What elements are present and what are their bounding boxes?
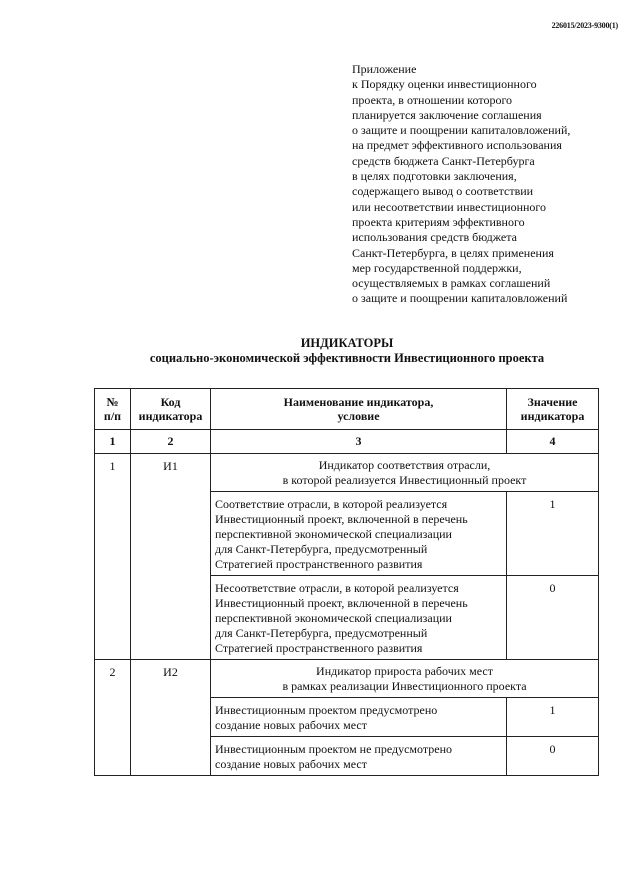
indicator-code: И2	[131, 660, 211, 776]
appendix-line: к Порядку оценки инвестиционного	[352, 77, 537, 92]
indicator-code: И1	[131, 454, 211, 660]
appendix-line: о защите и поощрении капиталовложений	[352, 291, 568, 306]
appendix-line: Приложение	[352, 62, 417, 76]
document-title: ИНДИКАТОРЫ	[300, 336, 394, 350]
column-number: 2	[131, 430, 211, 454]
table-row	[95, 660, 599, 698]
appendix-line: проекта, в отношении которого	[352, 92, 513, 107]
indicator-name: Индикатор прироста рабочих мест в рамках реализации Инвестиционного проекта	[211, 660, 599, 698]
header-code: Код индикатора	[131, 389, 211, 430]
appendix-line: содержащего вывод о соответствии	[352, 184, 534, 199]
document-subtitle: социально-экономической эффективности Инвестиционного проекта	[149, 351, 545, 365]
header-row	[95, 389, 599, 430]
appendix-line: использования средств бюджета	[352, 230, 517, 245]
column-number: 1	[95, 430, 131, 454]
indicator-condition: Инвестиционным проектом не предусмотрено создание новых рабочих мест	[211, 737, 507, 776]
appendix-line: проекта критериям эффективного	[352, 214, 525, 229]
appendix-line: осуществляемых в рамках соглашений	[352, 276, 551, 291]
appendix-line: Санкт-Петербурга, в целях применения	[352, 245, 554, 260]
appendix-note	[352, 62, 634, 307]
appendix-line: на предмет эффективного использования	[352, 138, 562, 153]
column-number: 3	[211, 430, 507, 454]
indicator-name: Индикатор соответствия отрасли, в которой реализуется Инвестиционный проект	[211, 454, 599, 492]
header-number: № п/п	[95, 389, 131, 430]
document-number: 226015/2023-9300(1)	[551, 21, 618, 30]
header-value: Значение индикатора	[507, 389, 599, 430]
appendix-line: средств бюджета Санкт-Петербурга	[352, 153, 535, 168]
indicator-number: 1	[95, 454, 131, 660]
appendix-line: или несоответствии инвестиционного	[352, 199, 547, 214]
indicator-condition: Несоответствие отрасли, в которой реализуется Инвестиционный проект, включенной в перечень перспективной экономической специализации для Санкт-Петербурга, предусмотренный Стратегией пространственного развития	[211, 576, 507, 660]
appendix-line: в целях подготовки заключения,	[352, 169, 517, 184]
appendix-line: о защите и поощрении капиталовложений,	[352, 123, 571, 138]
indicator-value: 0	[507, 576, 599, 660]
header-name: Наименование индикатора, условие	[211, 389, 507, 430]
column-number: 4	[507, 430, 599, 454]
indicator-condition: Соответствие отрасли, в которой реализуется Инвестиционный проект, включенной в перечень перспективной экономической специализации для Санкт-Петербурга, предусмотренный Стратегией пространственного развития	[211, 492, 507, 576]
appendix-line: мер государственной поддержки,	[352, 260, 522, 275]
indicator-number: 2	[95, 660, 131, 776]
indicator-condition: Инвестиционным проектом предусмотрено создание новых рабочих мест	[211, 698, 507, 737]
indicator-value: 0	[507, 737, 599, 776]
column-number-row	[95, 430, 599, 454]
indicator-value: 1	[507, 698, 599, 737]
table-row	[95, 454, 599, 492]
appendix-line: планируется заключение соглашения	[352, 107, 542, 122]
indicator-value: 1	[507, 492, 599, 576]
indicators-table	[94, 388, 599, 776]
